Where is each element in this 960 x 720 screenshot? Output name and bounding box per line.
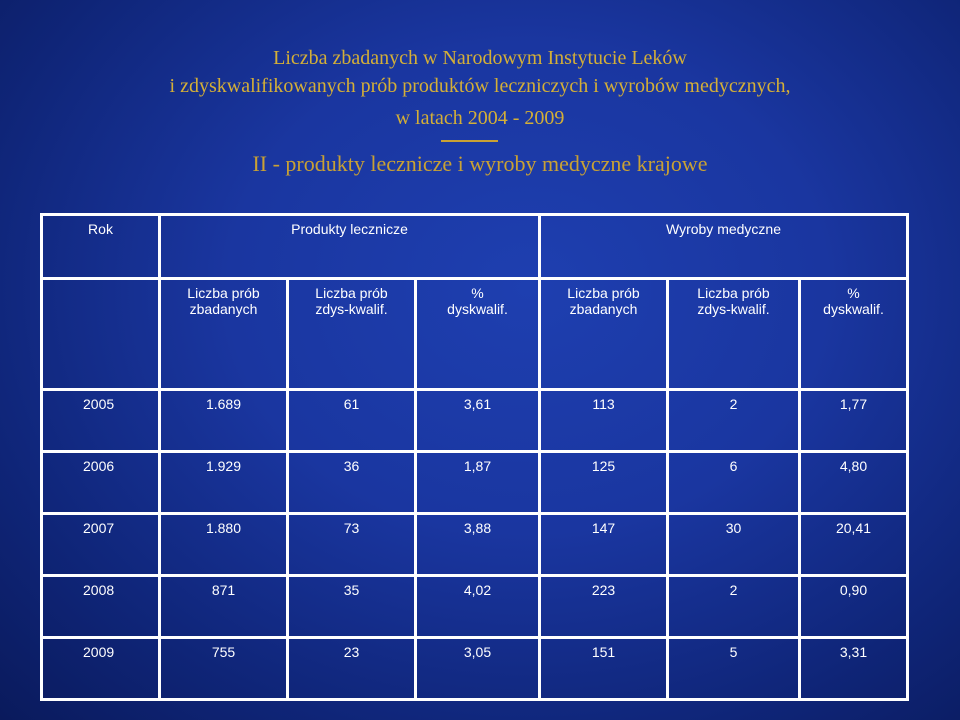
title-line-1: Liczba zbadanych w Narodowym Instytucie Leków bbox=[273, 47, 687, 69]
table-cell: 6 bbox=[668, 452, 800, 514]
table-cell: 1.689 bbox=[160, 390, 288, 452]
table-row bbox=[42, 514, 908, 576]
subheader-cell bbox=[668, 279, 800, 390]
header-row-columns bbox=[42, 279, 908, 390]
table-cell: 1,77 bbox=[800, 390, 908, 452]
table-cell: 113 bbox=[540, 390, 668, 452]
table-cell: 151 bbox=[540, 638, 668, 700]
subheader-line: Liczba prób bbox=[187, 285, 260, 301]
table-row bbox=[42, 390, 908, 452]
year-cell: 2009 bbox=[42, 638, 160, 700]
table-cell: 125 bbox=[540, 452, 668, 514]
title-line-2: i zdyskwalifikowanych prób produktów leczniczych i wyrobów medycznych, bbox=[169, 75, 791, 97]
title-underline bbox=[441, 140, 498, 142]
table-cell: 1,87 bbox=[416, 452, 540, 514]
table-cell: 147 bbox=[540, 514, 668, 576]
table-cell: 3,88 bbox=[416, 514, 540, 576]
header-rok: Rok bbox=[42, 215, 160, 279]
subheader-cell bbox=[160, 279, 288, 390]
subheader-line: zbadanych bbox=[189, 301, 258, 317]
subheader-line: dyskwalif. bbox=[447, 301, 508, 317]
subheader-line: dyskwalif. bbox=[823, 301, 884, 317]
subheader-line: Liczba prób bbox=[697, 285, 770, 301]
slide-title bbox=[0, 44, 960, 132]
table-cell: 3,31 bbox=[800, 638, 908, 700]
table-cell: 30 bbox=[668, 514, 800, 576]
table-cell: 61 bbox=[288, 390, 416, 452]
table-row bbox=[42, 638, 908, 700]
table-cell: 5 bbox=[668, 638, 800, 700]
year-cell: 2006 bbox=[42, 452, 160, 514]
slide-subtitle: II - produkty lecznicze i wyroby medyczne krajowe bbox=[252, 151, 708, 176]
data-table bbox=[40, 213, 909, 701]
table-cell: 36 bbox=[288, 452, 416, 514]
table-cell: 3,05 bbox=[416, 638, 540, 700]
table-cell: 73 bbox=[288, 514, 416, 576]
year-cell: 2008 bbox=[42, 576, 160, 638]
header-empty-cell bbox=[42, 279, 160, 390]
table-cell: 20,41 bbox=[800, 514, 908, 576]
title-line-3: w latach 2004 - 2009 bbox=[395, 107, 565, 129]
table-cell: 0,90 bbox=[800, 576, 908, 638]
year-cell: 2007 bbox=[42, 514, 160, 576]
table-cell: 4,02 bbox=[416, 576, 540, 638]
table-cell: 871 bbox=[160, 576, 288, 638]
table-cell: 755 bbox=[160, 638, 288, 700]
table-cell: 2 bbox=[668, 576, 800, 638]
subheader-cell bbox=[288, 279, 416, 390]
table-cell: 223 bbox=[540, 576, 668, 638]
table-cell: 23 bbox=[288, 638, 416, 700]
table-cell: 2 bbox=[668, 390, 800, 452]
subheader-line: zbadanych bbox=[569, 301, 638, 317]
table-cell: 1.880 bbox=[160, 514, 288, 576]
table-row bbox=[42, 452, 908, 514]
table-cell: 3,61 bbox=[416, 390, 540, 452]
table-cell: 4,80 bbox=[800, 452, 908, 514]
year-cell: 2005 bbox=[42, 390, 160, 452]
subheader-line: % bbox=[847, 285, 860, 301]
table-cell: 35 bbox=[288, 576, 416, 638]
subheader-line: Liczba prób bbox=[315, 285, 388, 301]
table-cell: 1.929 bbox=[160, 452, 288, 514]
header-row-groups bbox=[42, 215, 908, 279]
subheader-line: % bbox=[471, 285, 484, 301]
header-produkty: Produkty lecznicze bbox=[160, 215, 540, 279]
subheader-line: Liczba prób bbox=[567, 285, 640, 301]
subheader-line: zdys-kwalif. bbox=[697, 301, 770, 317]
subheader-cell bbox=[416, 279, 540, 390]
subheader-cell bbox=[800, 279, 908, 390]
table-row bbox=[42, 576, 908, 638]
subheader-cell bbox=[540, 279, 668, 390]
subheader-line: zdys-kwalif. bbox=[315, 301, 388, 317]
header-wyroby: Wyroby medyczne bbox=[540, 215, 908, 279]
